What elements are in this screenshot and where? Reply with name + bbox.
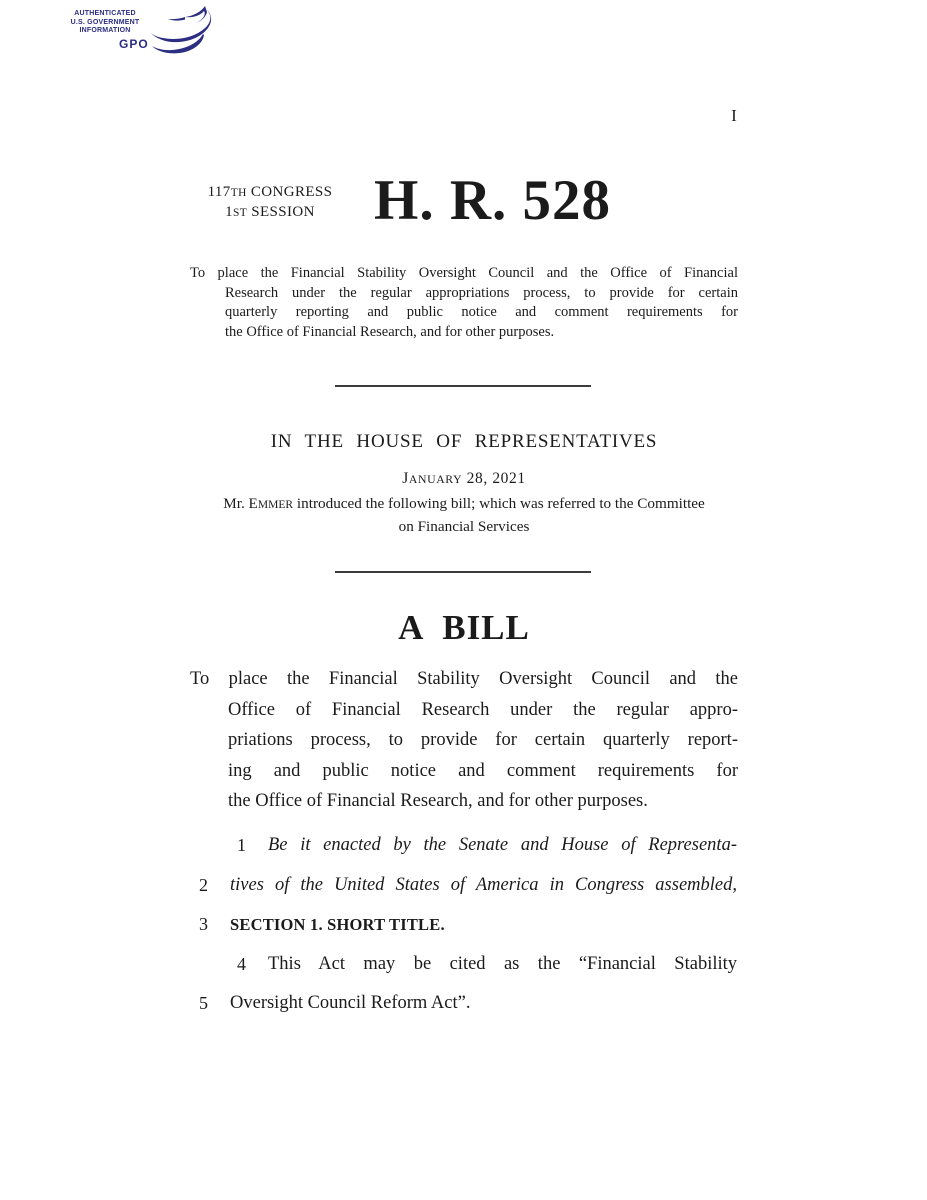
line-text: This Act may be cited as the “Financial Stability: [268, 953, 737, 974]
gpo-text-line2: U.S. GOVERNMENT: [70, 18, 140, 26]
bill-title-line: ing and public notice and comment requirements for: [228, 760, 738, 781]
bill-number: H. R. 528: [374, 169, 611, 232]
line-number: 4: [237, 953, 246, 974]
introduction-date: JANUARY 28, 2021: [402, 470, 526, 487]
body-line: [199, 866, 737, 906]
line-text: Oversight Council Reform Act”.: [230, 993, 471, 1014]
bill-body: [199, 826, 737, 1024]
gpo-eagle-icon: [149, 4, 233, 62]
line-number: 5: [199, 993, 208, 1014]
preamble-line: quarterly reporting and public notice and comment requirements for: [225, 304, 738, 321]
official-title-preamble: [190, 264, 738, 343]
line-text: tives of the United States of America in Congress assembled,: [230, 874, 737, 895]
body-line: [230, 826, 737, 866]
sponsor-line2: on Financial Services: [398, 518, 530, 535]
line-number: 3: [199, 914, 209, 935]
line-text: SECTION 1. SHORT TITLE.: [230, 915, 445, 935]
congress-line: 117TH CONGRESS: [207, 184, 333, 200]
gpo-text-line1: AUTHENTICATED: [74, 10, 136, 17]
preamble-line: the Office of Financial Research, and for other purposes.: [225, 324, 555, 341]
bill-title-line: To place the Financial Stability Oversight Council and the: [190, 669, 738, 689]
body-line: [199, 984, 737, 1024]
bill-title-line: the Office of Financial Research, and for other purposes.: [228, 791, 648, 812]
gpo-authentication-logo: [57, 4, 207, 62]
line-number: 1: [237, 835, 246, 855]
preamble-line: To place the Financial Stability Oversight Council and the Office of Financial: [190, 265, 738, 281]
bill-long-title: [190, 664, 738, 817]
body-line: [230, 945, 737, 985]
gpo-authentication-text: [57, 10, 153, 36]
section-divider-rule: [335, 385, 591, 387]
section-divider-rule: [335, 571, 591, 573]
sponsor-line1: Mr. EMMER introduced the following bill; which was referred to the Committee: [223, 495, 705, 512]
session-line: 1ST SESSION: [225, 203, 315, 220]
sponsor-statement: [188, 493, 740, 538]
page-marker: I: [731, 106, 737, 125]
section-heading-line: [199, 905, 737, 945]
line-number: 2: [199, 874, 208, 895]
bill-title-line: Office of Financial Research under the regular appro-: [228, 699, 738, 720]
bill-title-line: priations process, to provide for certain quarterly report-: [228, 730, 738, 751]
gpo-text-line3: INFORMATION: [79, 27, 131, 34]
chamber-heading: IN THE HOUSE OF REPRESENTATIVES: [270, 431, 658, 452]
line-text: Be it enacted by the Senate and House of Representa-: [268, 835, 737, 855]
preamble-line: Research under the regular appropriations process, to provide for certain: [225, 284, 738, 301]
bill-title: A BILL: [398, 608, 530, 647]
gpo-acronym-label: GPO: [119, 37, 149, 51]
congress-session-block: [188, 183, 352, 222]
